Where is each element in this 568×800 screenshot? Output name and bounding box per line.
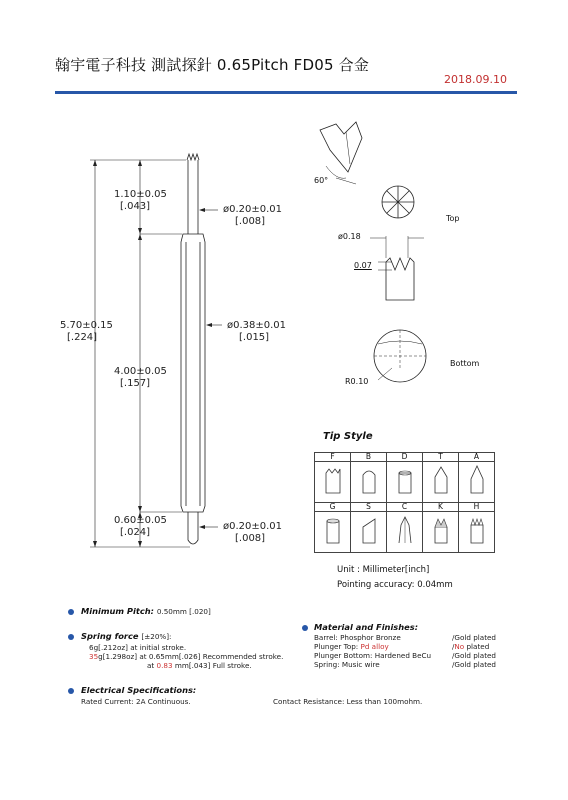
bullet-icon	[68, 609, 74, 615]
barrel-dia-value: ø0.38±0.01	[227, 320, 287, 331]
spring-tolerance: [±20%]:	[141, 632, 172, 641]
tip-length-inch: [.043]	[120, 201, 151, 212]
spring-recommended-text: g[1.298oz] at 0.65mm[.026] Recommended stroke.	[98, 652, 284, 661]
tip-label: H	[459, 503, 495, 512]
bottom-view-label: Bottom	[450, 359, 480, 368]
electrical-heading: Electrical Specifications:	[81, 685, 197, 695]
tip-dia-dim	[223, 204, 282, 228]
bullet-icon	[68, 634, 74, 640]
material-plunger-bottom-finish: /Gold plated	[452, 651, 496, 660]
tip-length-value: 1.10±0.05	[114, 189, 167, 200]
tip-shape-t	[423, 462, 459, 503]
spring-full-prefix: at	[147, 661, 157, 670]
barrel-dia-dim	[227, 320, 286, 344]
spring-full	[147, 661, 252, 670]
pitch-heading	[81, 606, 211, 616]
tip-style-table	[314, 452, 495, 553]
material-barrel-finish: /Gold plated	[452, 633, 496, 642]
material-heading: Material and Finishes:	[314, 622, 419, 632]
total-length-inch: [.224]	[67, 332, 98, 343]
tip-label: F	[315, 453, 351, 462]
tip-shape-s	[351, 512, 387, 553]
material-plunger-bottom: Plunger Bottom: Hardened BeCu	[314, 651, 432, 660]
spring-recommended	[89, 652, 283, 661]
radius-label: R0.10	[345, 377, 369, 386]
tip-shape-f	[315, 462, 351, 503]
bottom-dia-value: ø0.20±0.01	[223, 521, 283, 532]
bottom-length-value: 0.60±0.05	[114, 515, 167, 526]
tip-label: K	[423, 503, 459, 512]
barrel-length-dim	[114, 366, 167, 390]
top-depth-label: 0.07	[354, 261, 372, 270]
angle-label: 60°	[314, 176, 329, 185]
spring-label: Spring force	[81, 631, 139, 641]
tip-label: G	[315, 503, 351, 512]
tip-dia-value: ø0.20±0.01	[223, 204, 283, 215]
bullet-icon	[68, 688, 74, 694]
tip-label: A	[459, 453, 495, 462]
pitch-value: 0.50mm [.020]	[156, 607, 211, 616]
tip-crown	[187, 154, 199, 160]
tip-shape-c	[387, 512, 423, 553]
total-length-dim	[60, 320, 113, 344]
page-title: 翰宇電子科技 測試探針 0.65Pitch FD05 合金	[55, 56, 370, 74]
bottom-dia-inch: [.008]	[235, 533, 266, 544]
plunger-top-slash: /	[452, 642, 455, 651]
plunger-top-label: Plunger Top:	[314, 642, 361, 651]
tip-label: D	[387, 453, 423, 462]
barrel-length-value: 4.00±0.05	[114, 366, 167, 377]
total-length-value: 5.70±0.15	[60, 320, 113, 331]
barrel-dia-inch: [.015]	[239, 332, 270, 343]
tip-label: T	[423, 453, 459, 462]
spring-full-stroke: 0.83	[156, 661, 173, 670]
tip-label: S	[351, 503, 387, 512]
tip-dia-inch: [.008]	[235, 216, 266, 227]
tip-shape-d	[387, 462, 423, 503]
pitch-label: Minimum Pitch:	[81, 606, 154, 616]
spring-recommended-weight: 35	[89, 652, 99, 661]
spring-full-suffix: mm[.043] Full stroke.	[172, 661, 252, 670]
material-plunger-top	[314, 642, 389, 651]
bottom-plunger	[188, 512, 198, 544]
barrel-length-inch: [.157]	[120, 378, 151, 389]
bottom-dia-dim	[223, 521, 282, 545]
tip-shape-b	[351, 462, 387, 503]
top-view-label: Top	[446, 214, 460, 223]
bullet-icon	[302, 625, 308, 631]
material-plunger-top-finish	[452, 642, 489, 651]
bottom-length-dim	[114, 515, 167, 539]
tip-label: B	[351, 453, 387, 462]
spring-initial: 6g[.212oz] at initial stroke.	[89, 643, 187, 652]
tip-shape-g	[315, 512, 351, 553]
tip-length-dim	[114, 189, 167, 213]
tip-shape-k	[423, 512, 459, 553]
contact-resistance: Contact Resistance: Less than 100mohm.	[273, 697, 423, 706]
rated-current: Rated Current: 2A Continuous.	[81, 697, 191, 706]
unit-note: Unit : Millimeter[inch]	[337, 565, 430, 575]
bottom-length-inch: [.024]	[120, 527, 151, 538]
material-barrel: Barrel: Phosphor Bronze	[314, 633, 401, 642]
top-dia-label: ø0.18	[338, 232, 361, 241]
accuracy-note: Pointing accuracy: 0.04mm	[337, 580, 453, 590]
tip-style-title: Tip Style	[323, 431, 373, 442]
plunger-top-plated: plated	[464, 642, 490, 651]
material-spring: Spring: Music wire	[314, 660, 380, 669]
tip-label: C	[387, 503, 423, 512]
tip-shape-h	[459, 512, 495, 553]
tip-shape-a	[459, 462, 495, 503]
tip-detail	[320, 122, 362, 172]
barrel	[181, 234, 205, 512]
material-spring-finish: /Gold plated	[452, 660, 496, 669]
plunger-top-no: No	[454, 642, 465, 651]
spring-heading	[81, 631, 171, 641]
crown-profile	[386, 258, 414, 300]
plunger-top-material: Pd alloy	[360, 642, 389, 651]
document-date: 2018.09.10	[444, 73, 507, 86]
